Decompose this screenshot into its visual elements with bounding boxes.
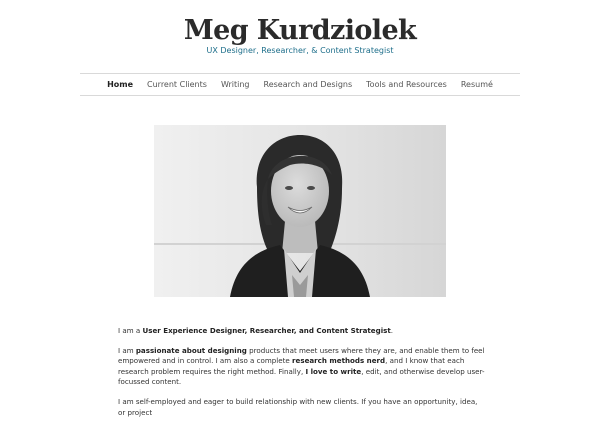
intro-text: I am (118, 345, 136, 355)
site-tagline: UX Designer, Researcher, & Content Strategist (206, 46, 394, 55)
main-navigation (80, 73, 520, 96)
intro-highlight: research methods nerd (292, 356, 386, 366)
intro-content (118, 326, 486, 427)
profile-photo (154, 125, 446, 297)
intro-text: products that meet users where they are, and enable them to feel empowered and in control. I am also a complete (118, 345, 485, 366)
intro-text: . (390, 326, 394, 335)
intro-highlight: I love to write (305, 366, 362, 376)
nav-item-current-clients[interactable]: Current Clients (147, 79, 207, 89)
site-title[interactable]: Meg Kurdziolek (183, 15, 417, 46)
nav-item-home[interactable]: Home (107, 79, 134, 89)
intro-highlight: passionate about designing (135, 345, 247, 355)
nav-item-research-and-designs[interactable]: Research and Designs (263, 79, 353, 89)
intro-text: I am self-employed and eager to build relationship with new clients. If you have an opportunity, idea, or project (118, 396, 478, 417)
intro-text: , edit, and otherwise develop user-focussed content. (118, 366, 485, 387)
intro-paragraph-3 (118, 397, 486, 418)
nav-item-writing[interactable]: Writing (220, 79, 250, 89)
intro-highlight: User Experience Designer, Researcher, and Content Strategist (142, 326, 391, 335)
intro-paragraph-2 (118, 346, 486, 388)
intro-text: I am a (118, 326, 143, 335)
intro-text: , and I know that each research problem requires the right method. Finally, (118, 356, 465, 376)
nav-item-resume[interactable]: Resumé (460, 79, 493, 89)
nav-item-tools-and-resources[interactable]: Tools and Resources (366, 79, 447, 89)
profile-photo-image (154, 125, 446, 297)
intro-paragraph-1 (118, 326, 486, 337)
